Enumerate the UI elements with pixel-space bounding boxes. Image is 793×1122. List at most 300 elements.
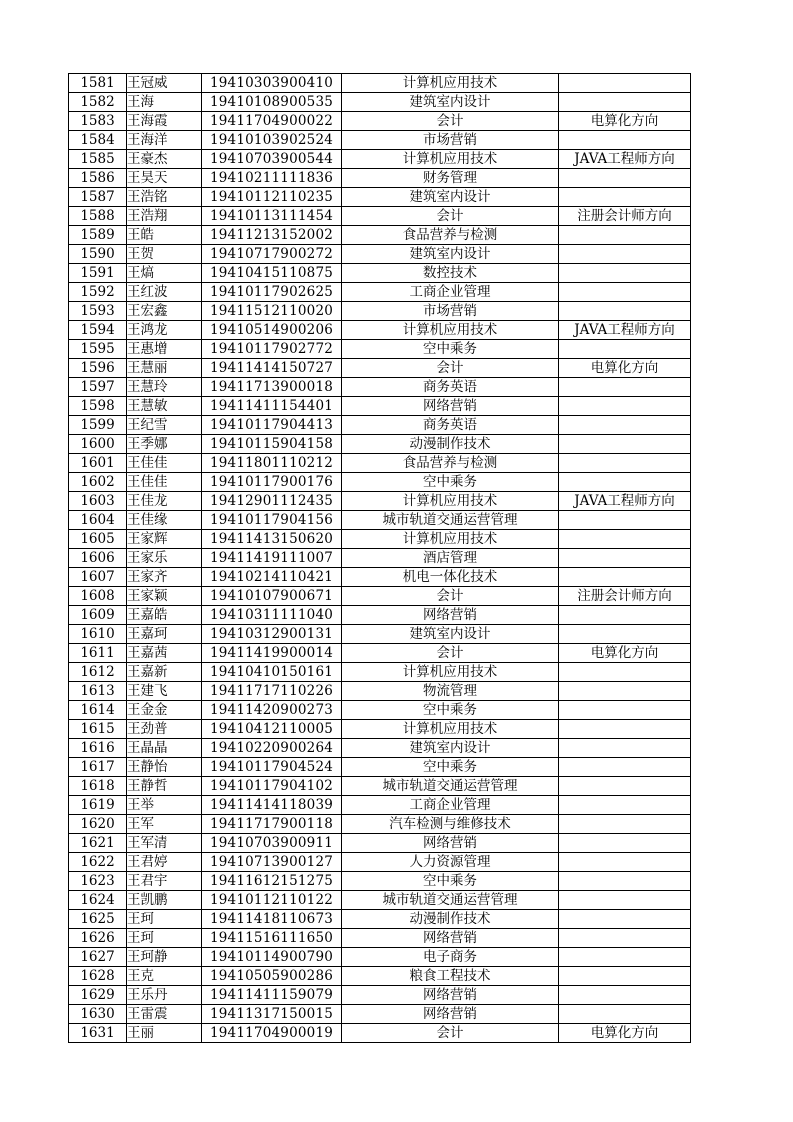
- student-name-cell: 王珂静: [127, 948, 202, 967]
- direction-cell: [559, 929, 691, 948]
- direction-cell: [559, 435, 691, 454]
- direction-cell: [559, 416, 691, 435]
- row-number-cell: 1596: [69, 359, 127, 378]
- major-cell: 城市轨道交通运营管理: [342, 777, 559, 796]
- major-cell: 计算机应用技术: [342, 530, 559, 549]
- direction-cell: [559, 188, 691, 207]
- student-name-cell: 王佳佳: [127, 473, 202, 492]
- student-id-cell: 19410108900535: [202, 93, 342, 112]
- student-id-cell: 19410505900286: [202, 967, 342, 986]
- student-name-cell: 王慧敏: [127, 397, 202, 416]
- student-id-cell: 19411704900022: [202, 112, 342, 131]
- table-row: [69, 359, 691, 378]
- major-cell: 食品营养与检测: [342, 226, 559, 245]
- major-cell: 网络营销: [342, 1005, 559, 1024]
- row-number-cell: 1606: [69, 549, 127, 568]
- direction-cell: [559, 986, 691, 1005]
- row-number-cell: 1589: [69, 226, 127, 245]
- direction-cell: [559, 473, 691, 492]
- major-cell: 电子商务: [342, 948, 559, 967]
- row-number-cell: 1608: [69, 587, 127, 606]
- student-name-cell: 王昊天: [127, 169, 202, 188]
- major-cell: 建筑室内设计: [342, 188, 559, 207]
- table-row: [69, 245, 691, 264]
- student-name-cell: 王家颖: [127, 587, 202, 606]
- student-id-cell: 19410703900911: [202, 834, 342, 853]
- row-number-cell: 1610: [69, 625, 127, 644]
- major-cell: 动漫制作技术: [342, 435, 559, 454]
- student-name-cell: 王海洋: [127, 131, 202, 150]
- table-row: [69, 169, 691, 188]
- student-id-cell: 19410117902625: [202, 283, 342, 302]
- major-cell: 人力资源管理: [342, 853, 559, 872]
- row-number-cell: 1605: [69, 530, 127, 549]
- table-row: [69, 340, 691, 359]
- table-row: [69, 720, 691, 739]
- student-id-cell: 19410117904413: [202, 416, 342, 435]
- row-number-cell: 1604: [69, 511, 127, 530]
- table-row: [69, 454, 691, 473]
- major-cell: 财务管理: [342, 169, 559, 188]
- major-cell: 会计: [342, 644, 559, 663]
- student-id-cell: 19411801110212: [202, 454, 342, 473]
- table-row: [69, 853, 691, 872]
- table-row: [69, 264, 691, 283]
- direction-cell: [559, 682, 691, 701]
- student-name-cell: 王浩铭: [127, 188, 202, 207]
- student-id-cell: 19410115904158: [202, 435, 342, 454]
- direction-cell: [559, 264, 691, 283]
- row-number-cell: 1628: [69, 967, 127, 986]
- direction-cell: [559, 910, 691, 929]
- major-cell: 商务英语: [342, 416, 559, 435]
- student-id-cell: 19410410150161: [202, 663, 342, 682]
- student-id-cell: 19410112110122: [202, 891, 342, 910]
- student-name-cell: 王君婷: [127, 853, 202, 872]
- student-name-cell: 王军: [127, 815, 202, 834]
- student-id-cell: 19410703900544: [202, 150, 342, 169]
- direction-cell: [559, 606, 691, 625]
- direction-cell: 注册会计师方向: [559, 207, 691, 226]
- student-id-cell: 19410113111454: [202, 207, 342, 226]
- table-row: [69, 891, 691, 910]
- direction-cell: [559, 226, 691, 245]
- row-number-cell: 1620: [69, 815, 127, 834]
- student-roster-table: [68, 73, 691, 1043]
- student-id-cell: 19411317150015: [202, 1005, 342, 1024]
- row-number-cell: 1629: [69, 986, 127, 1005]
- major-cell: 空中乘务: [342, 340, 559, 359]
- table-row: [69, 948, 691, 967]
- row-number-cell: 1611: [69, 644, 127, 663]
- row-number-cell: 1592: [69, 283, 127, 302]
- row-number-cell: 1581: [69, 74, 127, 93]
- major-cell: 网络营销: [342, 986, 559, 1005]
- table-row: [69, 378, 691, 397]
- row-number-cell: 1617: [69, 758, 127, 777]
- table-row: [69, 1005, 691, 1024]
- major-cell: 计算机应用技术: [342, 663, 559, 682]
- row-number-cell: 1624: [69, 891, 127, 910]
- major-cell: 建筑室内设计: [342, 245, 559, 264]
- student-id-cell: 19411414118039: [202, 796, 342, 815]
- table-row: [69, 834, 691, 853]
- student-name-cell: 王军清: [127, 834, 202, 853]
- direction-cell: [559, 1005, 691, 1024]
- student-name-cell: 王金金: [127, 701, 202, 720]
- student-name-cell: 王熇: [127, 264, 202, 283]
- major-cell: 市场营销: [342, 131, 559, 150]
- row-number-cell: 1614: [69, 701, 127, 720]
- row-number-cell: 1631: [69, 1024, 127, 1043]
- table-row: [69, 758, 691, 777]
- direction-cell: [559, 511, 691, 530]
- student-id-cell: 19411717110226: [202, 682, 342, 701]
- student-name-cell: 王丽: [127, 1024, 202, 1043]
- major-cell: 建筑室内设计: [342, 625, 559, 644]
- table-row: [69, 131, 691, 150]
- row-number-cell: 1594: [69, 321, 127, 340]
- row-number-cell: 1615: [69, 720, 127, 739]
- table-row: [69, 568, 691, 587]
- student-name-cell: 王嘉新: [127, 663, 202, 682]
- student-name-cell: 王浩翔: [127, 207, 202, 226]
- direction-cell: [559, 530, 691, 549]
- direction-cell: [559, 720, 691, 739]
- row-number-cell: 1593: [69, 302, 127, 321]
- row-number-cell: 1583: [69, 112, 127, 131]
- table-row: [69, 93, 691, 112]
- major-cell: 网络营销: [342, 834, 559, 853]
- direction-cell: [559, 245, 691, 264]
- direction-cell: JAVA工程师方向: [559, 321, 691, 340]
- row-number-cell: 1601: [69, 454, 127, 473]
- direction-cell: [559, 796, 691, 815]
- direction-cell: [559, 663, 691, 682]
- direction-cell: [559, 74, 691, 93]
- student-name-cell: 王家齐: [127, 568, 202, 587]
- major-cell: 会计: [342, 112, 559, 131]
- student-name-cell: 王嘉珂: [127, 625, 202, 644]
- student-name-cell: 王纪雪: [127, 416, 202, 435]
- major-cell: 物流管理: [342, 682, 559, 701]
- student-name-cell: 王宏鑫: [127, 302, 202, 321]
- row-number-cell: 1630: [69, 1005, 127, 1024]
- student-id-cell: 19411713900018: [202, 378, 342, 397]
- direction-cell: [559, 777, 691, 796]
- student-name-cell: 王豪杰: [127, 150, 202, 169]
- table-row: [69, 910, 691, 929]
- major-cell: 机电一体化技术: [342, 568, 559, 587]
- student-id-cell: 19411717900118: [202, 815, 342, 834]
- row-number-cell: 1616: [69, 739, 127, 758]
- row-number-cell: 1603: [69, 492, 127, 511]
- major-cell: 空中乘务: [342, 701, 559, 720]
- direction-cell: [559, 454, 691, 473]
- row-number-cell: 1619: [69, 796, 127, 815]
- student-name-cell: 王冠威: [127, 74, 202, 93]
- student-name-cell: 王海: [127, 93, 202, 112]
- student-name-cell: 王佳佳: [127, 454, 202, 473]
- major-cell: 会计: [342, 359, 559, 378]
- table-row: [69, 112, 691, 131]
- row-number-cell: 1612: [69, 663, 127, 682]
- table-row: [69, 283, 691, 302]
- student-id-cell: 19411419900014: [202, 644, 342, 663]
- major-cell: 网络营销: [342, 397, 559, 416]
- direction-cell: [559, 302, 691, 321]
- table-row: [69, 606, 691, 625]
- student-name-cell: 王慧丽: [127, 359, 202, 378]
- major-cell: 工商企业管理: [342, 796, 559, 815]
- major-cell: 建筑室内设计: [342, 739, 559, 758]
- student-id-cell: 19410112110235: [202, 188, 342, 207]
- table-row: [69, 701, 691, 720]
- student-id-cell: 19411213152002: [202, 226, 342, 245]
- table-row: [69, 492, 691, 511]
- student-name-cell: 王静怡: [127, 758, 202, 777]
- student-id-cell: 19410117904524: [202, 758, 342, 777]
- student-name-cell: 王珂: [127, 929, 202, 948]
- major-cell: 网络营销: [342, 606, 559, 625]
- major-cell: 市场营销: [342, 302, 559, 321]
- major-cell: 动漫制作技术: [342, 910, 559, 929]
- row-number-cell: 1599: [69, 416, 127, 435]
- major-cell: 食品营养与检测: [342, 454, 559, 473]
- student-id-cell: 19411411154401: [202, 397, 342, 416]
- student-id-cell: 19410312900131: [202, 625, 342, 644]
- student-name-cell: 王建飞: [127, 682, 202, 701]
- row-number-cell: 1597: [69, 378, 127, 397]
- direction-cell: 电算化方向: [559, 1024, 691, 1043]
- major-cell: 工商企业管理: [342, 283, 559, 302]
- student-id-cell: 19412901112435: [202, 492, 342, 511]
- student-name-cell: 王慧玲: [127, 378, 202, 397]
- table-row: [69, 302, 691, 321]
- direction-cell: [559, 340, 691, 359]
- table-row: [69, 549, 691, 568]
- row-number-cell: 1588: [69, 207, 127, 226]
- row-number-cell: 1623: [69, 872, 127, 891]
- major-cell: 计算机应用技术: [342, 321, 559, 340]
- student-name-cell: 王雷震: [127, 1005, 202, 1024]
- student-name-cell: 王君宇: [127, 872, 202, 891]
- direction-cell: 电算化方向: [559, 644, 691, 663]
- student-id-cell: 19410311111040: [202, 606, 342, 625]
- direction-cell: [559, 815, 691, 834]
- student-name-cell: 王凯鹏: [127, 891, 202, 910]
- table-row: [69, 226, 691, 245]
- student-id-cell: 19410220900264: [202, 739, 342, 758]
- student-name-cell: 王季娜: [127, 435, 202, 454]
- direction-cell: [559, 872, 691, 891]
- row-number-cell: 1584: [69, 131, 127, 150]
- table-row: [69, 435, 691, 454]
- direction-cell: [559, 701, 691, 720]
- table-row: [69, 188, 691, 207]
- student-name-cell: 王贺: [127, 245, 202, 264]
- direction-cell: [559, 169, 691, 188]
- table-row: [69, 397, 691, 416]
- student-id-cell: 19411418110673: [202, 910, 342, 929]
- row-number-cell: 1625: [69, 910, 127, 929]
- student-name-cell: 王佳缘: [127, 511, 202, 530]
- table-row: [69, 796, 691, 815]
- major-cell: 计算机应用技术: [342, 492, 559, 511]
- direction-cell: [559, 739, 691, 758]
- major-cell: 计算机应用技术: [342, 74, 559, 93]
- direction-cell: [559, 758, 691, 777]
- table-row: [69, 682, 691, 701]
- major-cell: 会计: [342, 207, 559, 226]
- student-id-cell: 19410117900176: [202, 473, 342, 492]
- student-id-cell: 19410107900671: [202, 587, 342, 606]
- direction-cell: [559, 397, 691, 416]
- table-row: [69, 321, 691, 340]
- row-number-cell: 1586: [69, 169, 127, 188]
- table-row: [69, 74, 691, 93]
- table-row: [69, 644, 691, 663]
- major-cell: 汽车检测与维修技术: [342, 815, 559, 834]
- direction-cell: [559, 93, 691, 112]
- table-row: [69, 872, 691, 891]
- row-number-cell: 1598: [69, 397, 127, 416]
- student-id-cell: 19410114900790: [202, 948, 342, 967]
- student-name-cell: 王克: [127, 967, 202, 986]
- direction-cell: [559, 625, 691, 644]
- major-cell: 酒店管理: [342, 549, 559, 568]
- row-number-cell: 1627: [69, 948, 127, 967]
- major-cell: 粮食工程技术: [342, 967, 559, 986]
- student-name-cell: 王家乐: [127, 549, 202, 568]
- student-name-cell: 王皓: [127, 226, 202, 245]
- table-row: [69, 150, 691, 169]
- major-cell: 数控技术: [342, 264, 559, 283]
- direction-cell: [559, 549, 691, 568]
- student-id-cell: 19410514900206: [202, 321, 342, 340]
- student-id-cell: 19410717900272: [202, 245, 342, 264]
- direction-cell: [559, 891, 691, 910]
- student-id-cell: 19410303900410: [202, 74, 342, 93]
- student-id-cell: 19410117904102: [202, 777, 342, 796]
- student-id-cell: 19411414150727: [202, 359, 342, 378]
- direction-cell: 注册会计师方向: [559, 587, 691, 606]
- major-cell: 计算机应用技术: [342, 720, 559, 739]
- student-id-cell: 19410103902524: [202, 131, 342, 150]
- direction-cell: 电算化方向: [559, 112, 691, 131]
- row-number-cell: 1587: [69, 188, 127, 207]
- row-number-cell: 1595: [69, 340, 127, 359]
- table-row: [69, 587, 691, 606]
- student-name-cell: 王嘉皓: [127, 606, 202, 625]
- row-number-cell: 1621: [69, 834, 127, 853]
- student-name-cell: 王嘉茜: [127, 644, 202, 663]
- student-id-cell: 19410412110005: [202, 720, 342, 739]
- row-number-cell: 1613: [69, 682, 127, 701]
- student-name-cell: 王劲普: [127, 720, 202, 739]
- major-cell: 空中乘务: [342, 758, 559, 777]
- major-cell: 会计: [342, 587, 559, 606]
- row-number-cell: 1590: [69, 245, 127, 264]
- direction-cell: JAVA工程师方向: [559, 492, 691, 511]
- major-cell: 城市轨道交通运营管理: [342, 891, 559, 910]
- row-number-cell: 1585: [69, 150, 127, 169]
- table-row: [69, 815, 691, 834]
- major-cell: 计算机应用技术: [342, 150, 559, 169]
- student-id-cell: 19411612151275: [202, 872, 342, 891]
- student-id-cell: 19410214110421: [202, 568, 342, 587]
- major-cell: 建筑室内设计: [342, 93, 559, 112]
- direction-cell: JAVA工程师方向: [559, 150, 691, 169]
- row-number-cell: 1622: [69, 853, 127, 872]
- major-cell: 会计: [342, 1024, 559, 1043]
- table-row: [69, 967, 691, 986]
- student-id-cell: 19411512110020: [202, 302, 342, 321]
- table-row: [69, 530, 691, 549]
- student-id-cell: 19411704900019: [202, 1024, 342, 1043]
- student-id-cell: 19411411159079: [202, 986, 342, 1005]
- student-id-cell: 19410713900127: [202, 853, 342, 872]
- student-id-cell: 19410117902772: [202, 340, 342, 359]
- direction-cell: 电算化方向: [559, 359, 691, 378]
- major-cell: 空中乘务: [342, 872, 559, 891]
- direction-cell: [559, 283, 691, 302]
- table-row: [69, 929, 691, 948]
- table-row: [69, 207, 691, 226]
- table-row: [69, 1024, 691, 1043]
- row-number-cell: 1591: [69, 264, 127, 283]
- direction-cell: [559, 568, 691, 587]
- direction-cell: [559, 948, 691, 967]
- direction-cell: [559, 131, 691, 150]
- student-name-cell: 王晶晶: [127, 739, 202, 758]
- roster-body: [69, 74, 691, 1043]
- student-id-cell: 19411420900273: [202, 701, 342, 720]
- table-row: [69, 663, 691, 682]
- student-name-cell: 王鸿龙: [127, 321, 202, 340]
- row-number-cell: 1609: [69, 606, 127, 625]
- student-id-cell: 19411419111007: [202, 549, 342, 568]
- student-name-cell: 王乐丹: [127, 986, 202, 1005]
- student-id-cell: 19410415110875: [202, 264, 342, 283]
- student-id-cell: 19411413150620: [202, 530, 342, 549]
- student-name-cell: 王家辉: [127, 530, 202, 549]
- row-number-cell: 1600: [69, 435, 127, 454]
- student-name-cell: 王红波: [127, 283, 202, 302]
- student-id-cell: 19410117904156: [202, 511, 342, 530]
- student-name-cell: 王惠增: [127, 340, 202, 359]
- table-row: [69, 739, 691, 758]
- row-number-cell: 1607: [69, 568, 127, 587]
- student-name-cell: 王静哲: [127, 777, 202, 796]
- major-cell: 城市轨道交通运营管理: [342, 511, 559, 530]
- row-number-cell: 1626: [69, 929, 127, 948]
- major-cell: 空中乘务: [342, 473, 559, 492]
- major-cell: 网络营销: [342, 929, 559, 948]
- table-row: [69, 625, 691, 644]
- table-row: [69, 473, 691, 492]
- direction-cell: [559, 378, 691, 397]
- student-name-cell: 王珂: [127, 910, 202, 929]
- student-id-cell: 19411516111650: [202, 929, 342, 948]
- direction-cell: [559, 834, 691, 853]
- row-number-cell: 1582: [69, 93, 127, 112]
- direction-cell: [559, 853, 691, 872]
- table-row: [69, 416, 691, 435]
- table-row: [69, 777, 691, 796]
- table-row: [69, 511, 691, 530]
- student-name-cell: 王举: [127, 796, 202, 815]
